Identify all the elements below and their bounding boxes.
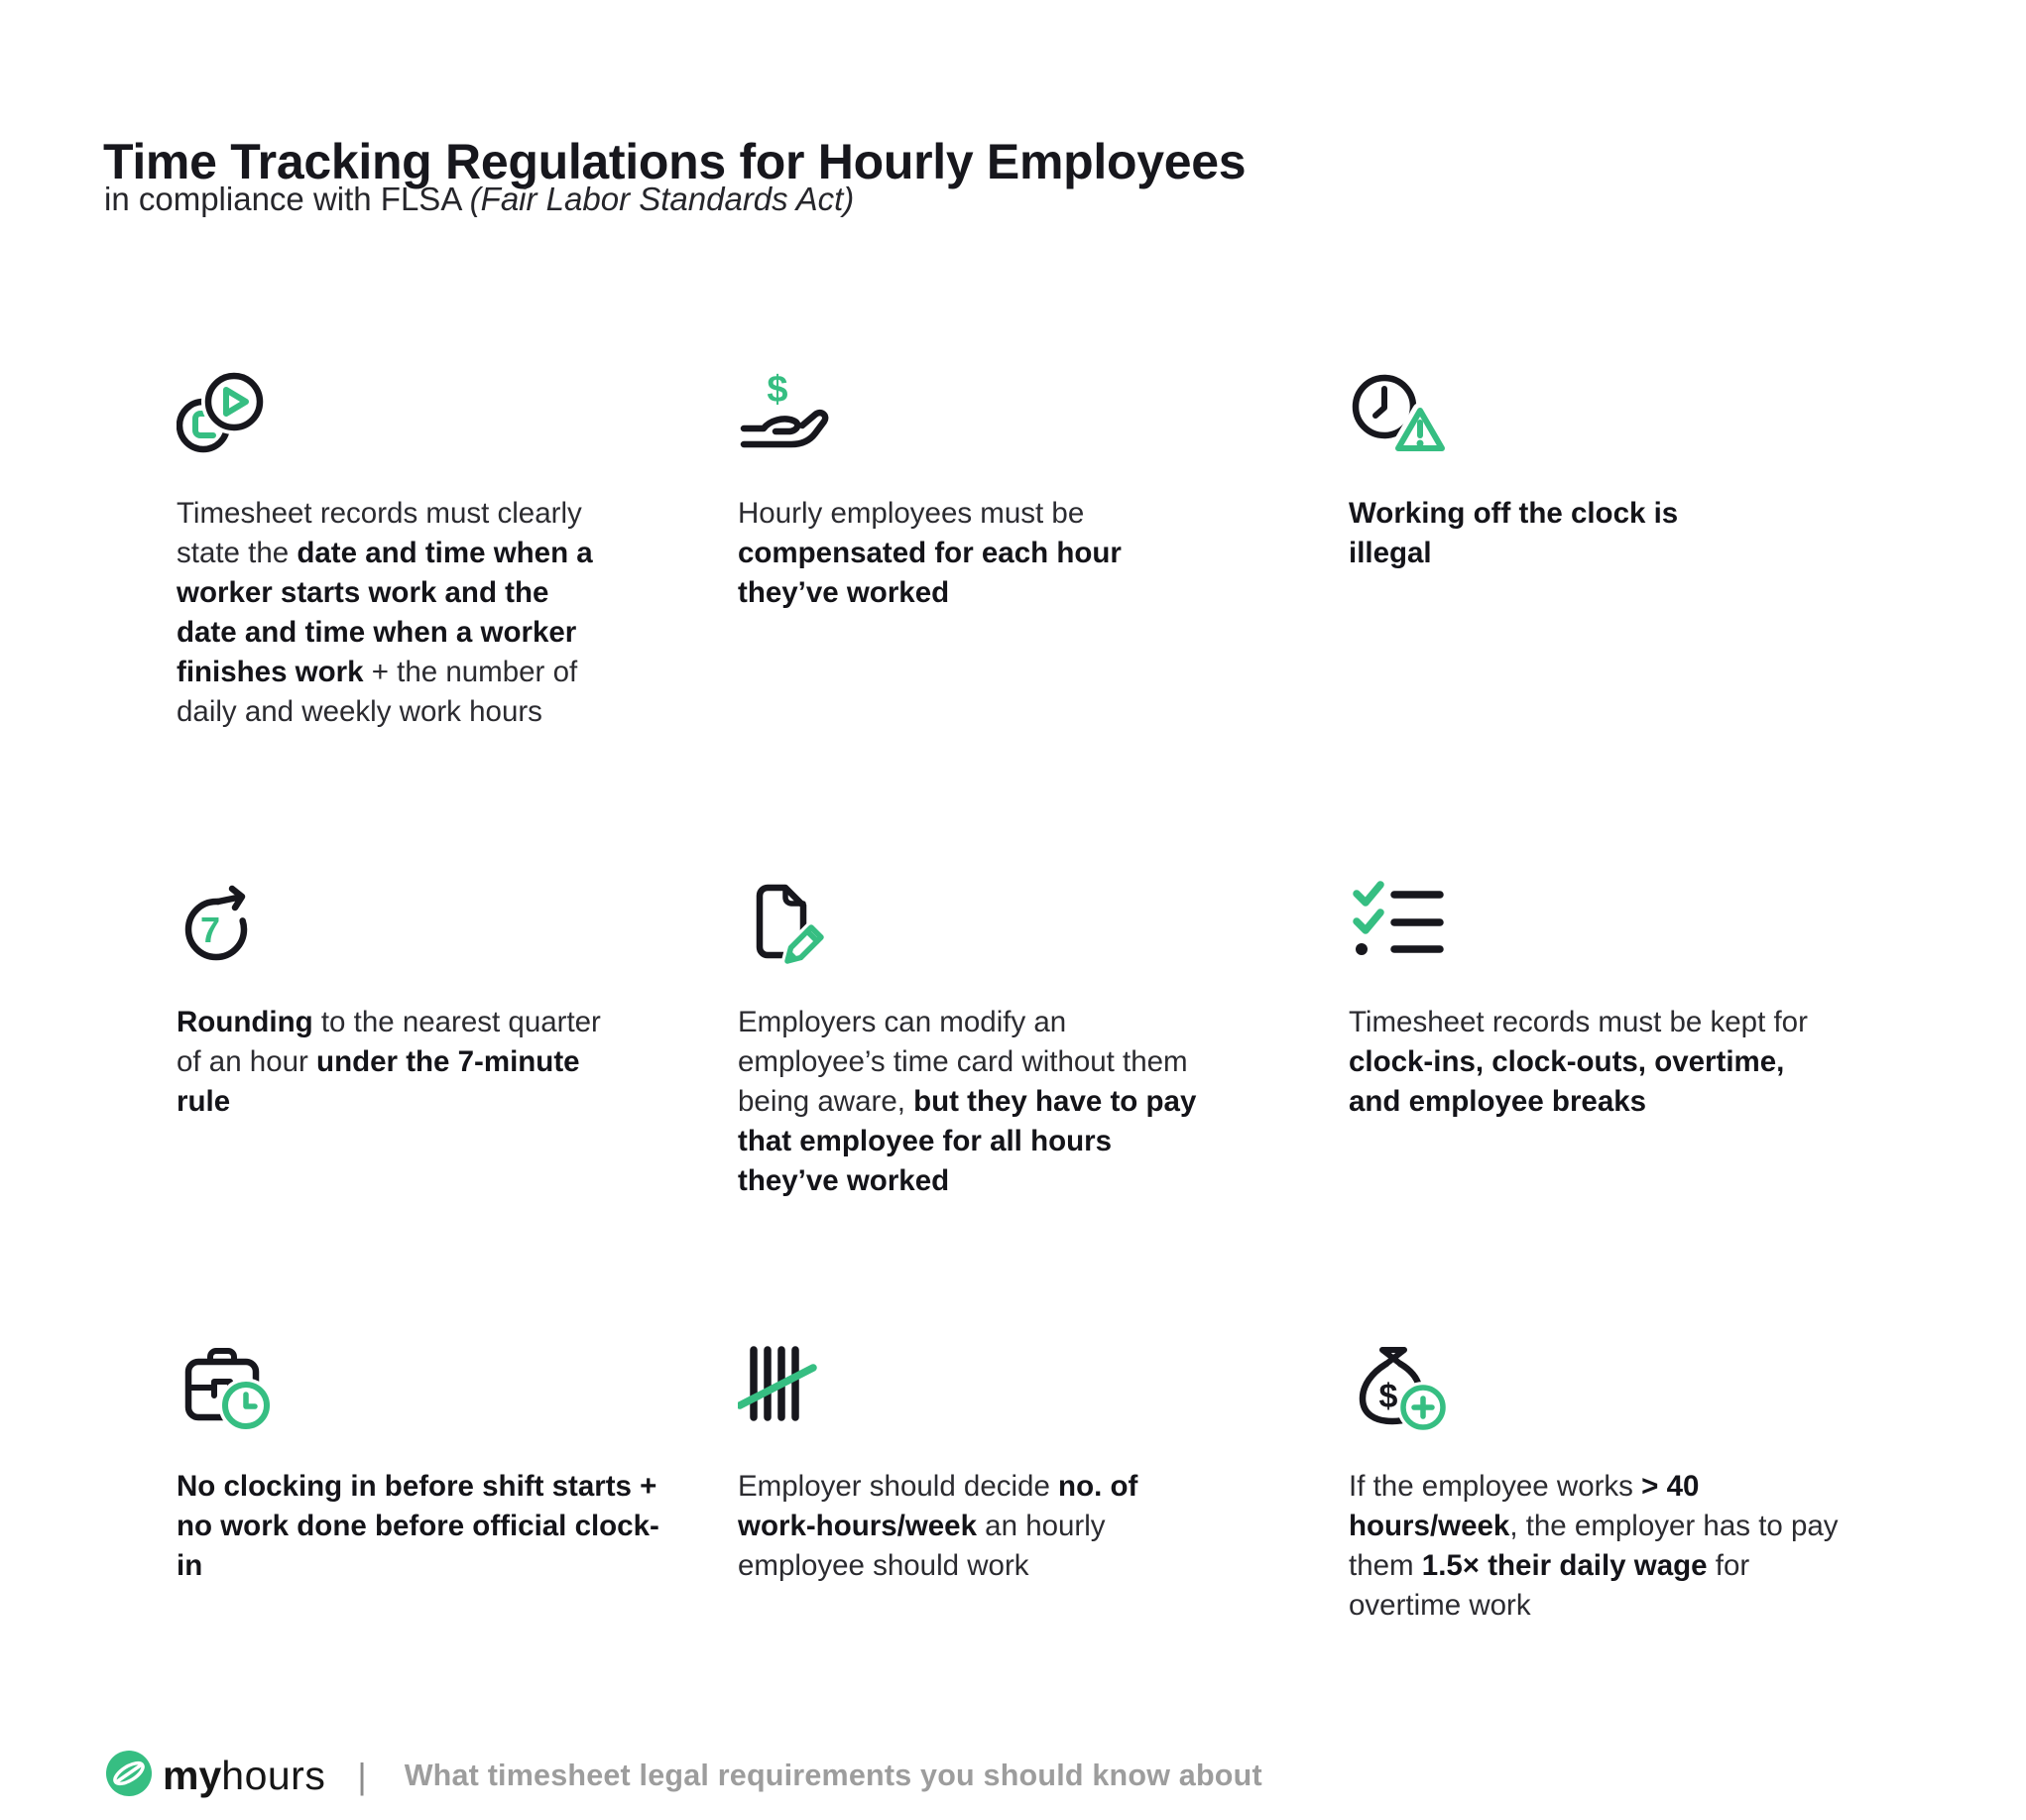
- card-text: Timesheet records must clearly state the date and time when a worker starts work and the date and time when a worker finishes work + the number of daily and weekly work hours: [177, 497, 593, 728]
- card-no-early-clockin: [177, 1342, 738, 1626]
- hand-dollar-icon: [738, 369, 1349, 468]
- checklist-icon: [1349, 878, 1904, 977]
- briefcase-clock-icon: [177, 1342, 738, 1441]
- card-off-the-clock: [1349, 369, 1904, 878]
- myhours-logo-icon: [105, 1750, 153, 1802]
- tally-marks-icon: [738, 1342, 1349, 1441]
- myhours-logo-text: [163, 1753, 325, 1799]
- card-text: If the employee works > 40 hours/week, the employer has to pay them 1.5× their daily wage for overtime work: [1349, 1470, 1839, 1622]
- card-text: Working off the clock is illegal: [1349, 497, 1679, 569]
- clock-warning-icon: [1349, 369, 1904, 468]
- footer-divider: |: [357, 1755, 367, 1796]
- logo-my: my: [163, 1753, 222, 1798]
- card-text: Employers can modify an employee’s time card without them being aware, but they have to pay that employee for all hours they’ve worked: [738, 1006, 1197, 1197]
- card-text: Employer should decide no. of work-hours/week an hourly employee should work: [738, 1470, 1138, 1582]
- card-records-kept: [1349, 878, 1904, 1342]
- svg-text:$: $: [1378, 1378, 1398, 1415]
- card-overtime-pay: [1349, 1342, 1904, 1626]
- card-timesheet-records: [177, 369, 738, 878]
- page-title: Time Tracking Regulations for Hourly Employees: [103, 133, 1247, 189]
- card-text: Rounding to the nearest quarter of an hour under the 7-minute rule: [177, 1006, 601, 1118]
- money-bag-plus-icon: [1349, 1342, 1904, 1441]
- logo-hours: hours: [221, 1753, 326, 1798]
- cards-grid: [177, 369, 1904, 1626]
- card-modify-timecard: [738, 878, 1349, 1342]
- card-text: No clocking in before shift starts + no work done before official clock-in: [177, 1470, 659, 1582]
- svg-text:7: 7: [200, 910, 221, 950]
- card-hourly-compensation: [738, 369, 1349, 878]
- footer-tagline: What timesheet legal requirements you should know about: [404, 1759, 1262, 1792]
- document-edit-icon: [738, 878, 1349, 977]
- card-rounding-rule: [177, 878, 738, 1342]
- overlapping-timers-icon: [177, 369, 738, 468]
- card-text: Timesheet records must be kept for clock-ins, clock-outs, overtime, and employee breaks: [1349, 1006, 1808, 1118]
- card-workhours-per-week: [738, 1342, 1349, 1626]
- card-text: Hourly employees must be compensated for each hour they’ve worked: [738, 497, 1122, 609]
- page-subtitle: in compliance with FLSA (Fair Labor Standards Act): [104, 181, 855, 217]
- rounding-arrow-icon: [177, 878, 738, 977]
- svg-text:$: $: [767, 369, 788, 411]
- footer: [105, 1750, 1262, 1802]
